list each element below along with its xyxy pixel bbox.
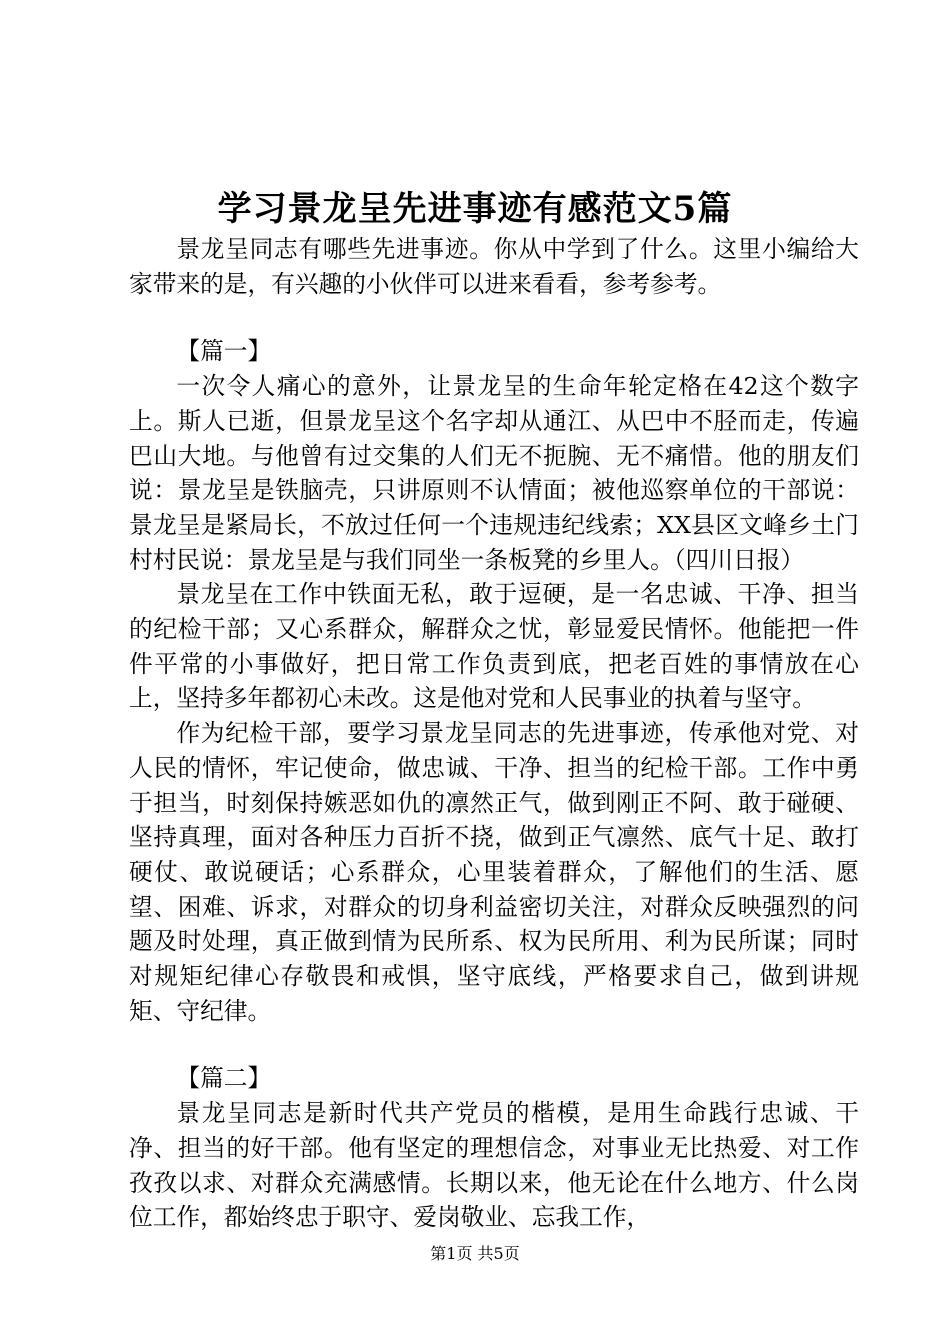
section-paragraph: 景龙呈同志是新时代共产党员的楷模，是用生命践行忠诚、干净、担当的好干部。他有坚定的理想信念，对事业无比热爱、对工作孜孜以求、对群众充满感情。长期以来，他无论在什么地方、什么岗位工作，都始终忠于职守、爱岗敬业、忘我工作， xyxy=(129,1099,859,1232)
section-spacer xyxy=(129,301,859,334)
intro-paragraph: 景龙呈同志有哪些先进事迹。你从中学到了什么。这里小编给大家带来的是，有兴趣的小伙伴可以进来看看，参考参考。 xyxy=(129,235,859,298)
section-paragraph: 一次令人痛心的意外，让景龙呈的生命年轮定格在42这个数字上。斯人已逝，但景龙呈这个名字却从通江、从巴中不胫而走，传遍巴山大地。与他曾有过交集的人们无不扼腕、无不痛惜。他的朋友们说：景龙呈是铁脑壳，只讲原则不认情面；被他巡察单位的干部说：景龙呈是紧局长，不放过任何一个违规违纪线索；XX县区文峰乡土门村村民说：景龙呈是与我们同坐一条板凳的乡里人。（四川日报） xyxy=(129,372,859,574)
section-paragraph: 作为纪检干部，要学习景龙呈同志的先进事迹，传承他对党、对人民的情怀，牢记使命，做忠诚、干净、担当的纪检干部。工作中勇于担当，时刻保持嫉恶如仇的凛然正气，做到刚正不阿、敢于碰硬、坚持真理，面对各种压力百折不挠，做到正气凛然、底气十足、敢打硬仗、敢说硬话；心系群众，心里装着群众，了解他们的生活、愿望、困难、诉求，对群众的切身利益密切关注，对群众反映强烈的问题及时处理，真正做到情为民所系、权为民所用、利为民所谋；同时对规矩纪律心存敬畏和戒惧，坚守底线，严格要求自己，做到讲规矩、守纪律。 xyxy=(129,719,859,1025)
document-title: 学习景龙呈先进事迹有感范文5篇 xyxy=(217,189,733,229)
section-1 xyxy=(129,334,859,1028)
section-heading: 【篇二】 xyxy=(176,1064,272,1093)
section-2 xyxy=(129,1061,859,1235)
page-footer: 第1页 共5页 xyxy=(430,1244,520,1263)
section-paragraph: 景龙呈在工作中铁面无私，敢于逗硬，是一名忠诚、干净、担当的纪检干部；又心系群众，解群众之忧，彰显爱民情怀。他能把一件件平常的小事做好，把日常工作负责到底，把老百姓的事情放在心上，坚持多年都初心未改。这是他对党和人民事业的执着与坚守。 xyxy=(129,580,859,713)
document-body xyxy=(129,232,859,1235)
section-spacer xyxy=(129,1028,859,1061)
section-heading: 【篇一】 xyxy=(176,337,272,366)
